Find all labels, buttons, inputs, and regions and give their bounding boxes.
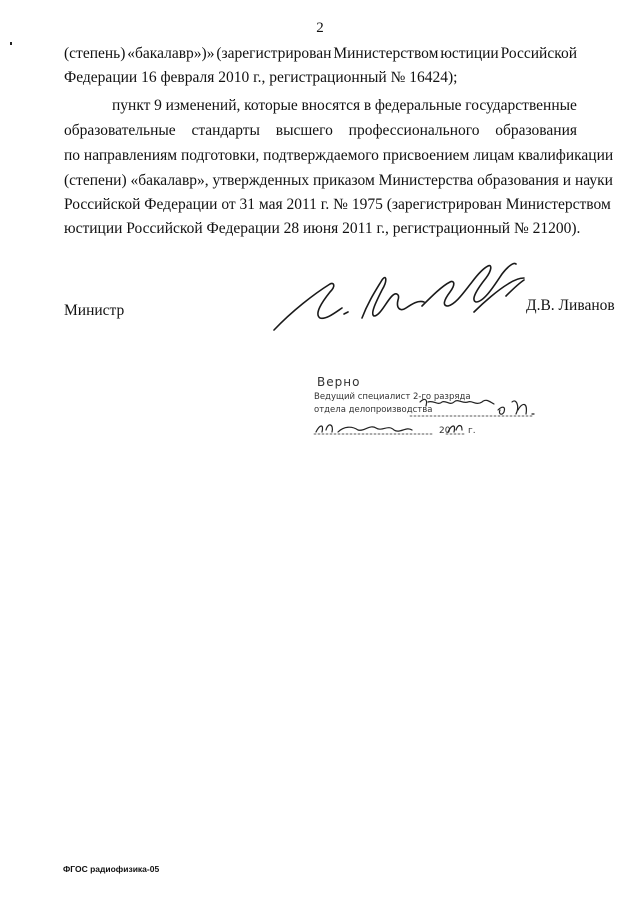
paragraph2-line5: Российской Федерации от 31 мая 2011 г. № 1975 (зарегистрирован Министерством — [64, 196, 611, 213]
word: федеральные — [374, 97, 462, 114]
page-number: 2 — [316, 20, 324, 36]
handwritten-signature — [262, 256, 542, 336]
stamp-word: Верно — [317, 375, 361, 389]
certification-stamp — [312, 372, 552, 442]
word: высшего — [275, 122, 333, 139]
minister-title: Министр — [64, 302, 125, 319]
paragraph2-line2 — [64, 121, 577, 141]
stamp-handwriting — [312, 372, 552, 442]
word: в — [363, 97, 372, 114]
word: стандарты — [191, 122, 260, 139]
word: образования — [495, 122, 577, 139]
word: которые — [244, 97, 298, 114]
word: Российской — [500, 45, 577, 62]
word: «бакалавр»)» — [127, 45, 215, 62]
word: юстиции — [440, 45, 499, 62]
word: (зарегистрирован — [216, 45, 332, 62]
paragraph2-line3: по направлениям подготовки, подтверждаемого присвоением лицам квалификации — [64, 147, 614, 164]
paragraph2-line1 — [112, 96, 577, 116]
paragraph1-line1 — [64, 44, 577, 64]
word: профессионального — [348, 122, 480, 139]
stamp-year-suffix: г. — [468, 426, 476, 436]
paragraph2-line6: юстиции Российской Федерации 28 июня 2011 г., регистрационный № 21200). — [64, 220, 581, 237]
stamp-department: отдела делопроизводства — [314, 405, 433, 415]
paragraph2-line4: (степени) «бакалавр», утвержденных приказом Министерства образования и науки — [64, 172, 613, 189]
stamp-year-prefix: 20 — [439, 426, 451, 436]
scan-mark — [10, 42, 12, 45]
stamp-position: Ведущий специалист 2-го разряда — [314, 392, 471, 402]
word: пункт — [112, 97, 151, 114]
paragraph1-line2: Федерации 16 февраля 2010 г., регистрационный № 16424); — [64, 69, 458, 86]
word: вносятся — [301, 97, 361, 114]
footer-note: ФГОС радиофизика-05 — [63, 864, 160, 874]
word: Министерством — [333, 45, 439, 62]
minister-name: Д.В. Ливанов — [526, 297, 615, 314]
word: государственные — [465, 97, 577, 114]
word: 9 — [154, 97, 162, 114]
word: образовательные — [64, 122, 176, 139]
word: изменений, — [165, 97, 241, 114]
word: (степень) — [64, 45, 126, 62]
